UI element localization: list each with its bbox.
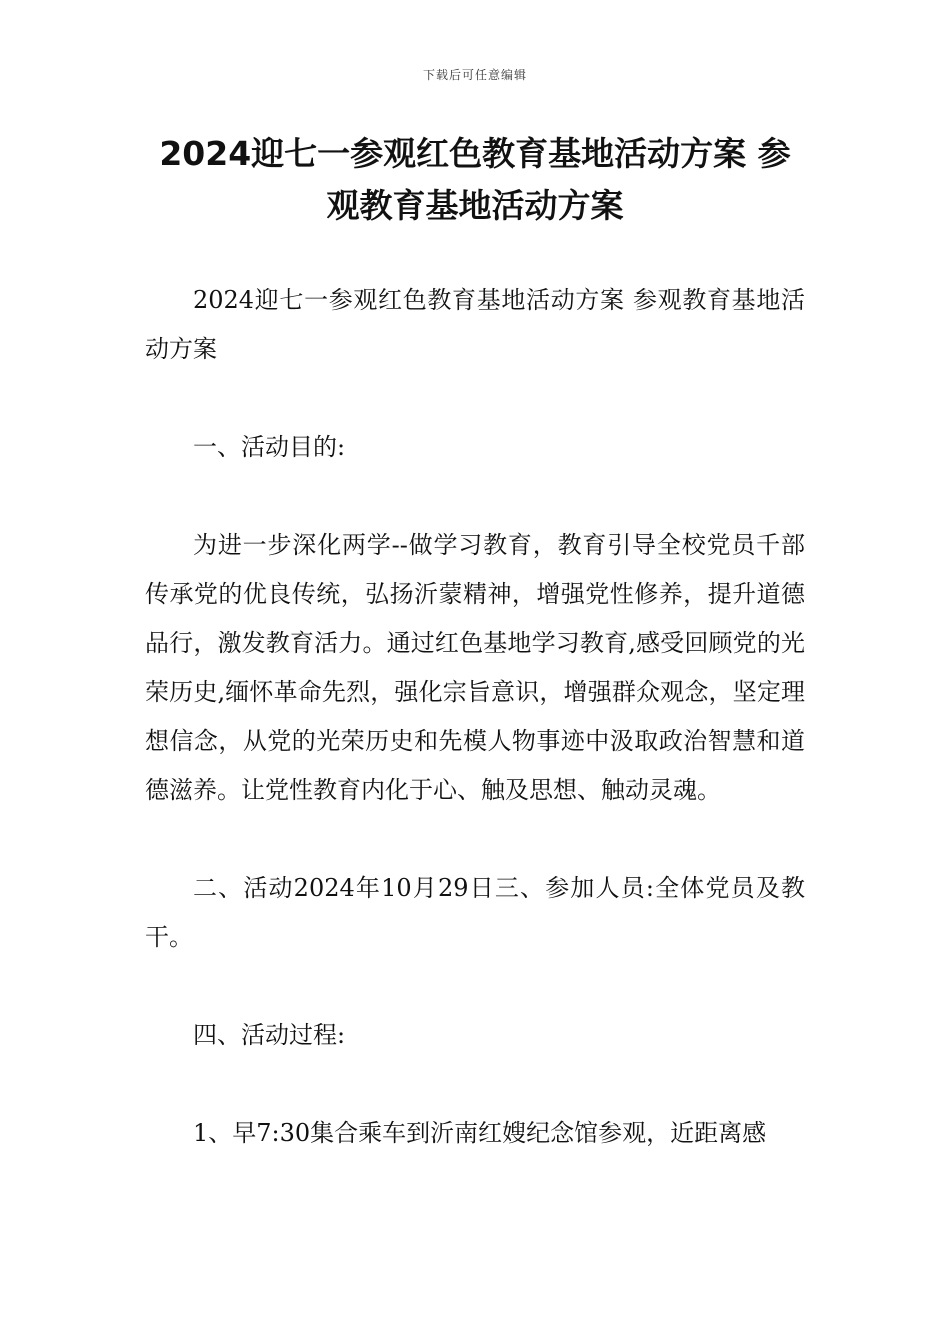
section-heading-process: 四、活动过程: xyxy=(193,1021,346,1049)
purpose-paragraph: 为进一步深化两学--做学习教育，教育引导全校党员千部传承党的优良传统，弘扬沂蒙精神，增强党性修养，提升道德品行，激发教育活力。通过红色基地学习教育,感受回顾党的光荣历史,缅怀革命先烈，强化宗旨意识，增强群众观念，坚定理想信念，从党的光荣历史和先模人物事迹中汲取政治智慧和道德滋养。让党性教育内化于心、触及思想、触动灵魂。 xyxy=(145,531,805,804)
process-step-1: 1、早7:30集合乘车到沂南红嫂纪念馆参观，近距离感 xyxy=(193,1119,767,1147)
document-title: 2024迎七一参观红色教育基地活动方案 参观教育基地活动方案 xyxy=(159,134,791,225)
header-note: 下载后可任意编辑 xyxy=(422,68,527,82)
section-heading-purpose: 一、活动目的: xyxy=(193,433,346,461)
intro-paragraph: 2024迎七一参观红色教育基地活动方案 参观教育基地活动方案 xyxy=(145,286,805,363)
document-body xyxy=(145,276,805,1158)
date-participants-paragraph: 二、活动2024年10月29日三、参加人员:全体党员及教干。 xyxy=(145,874,805,951)
